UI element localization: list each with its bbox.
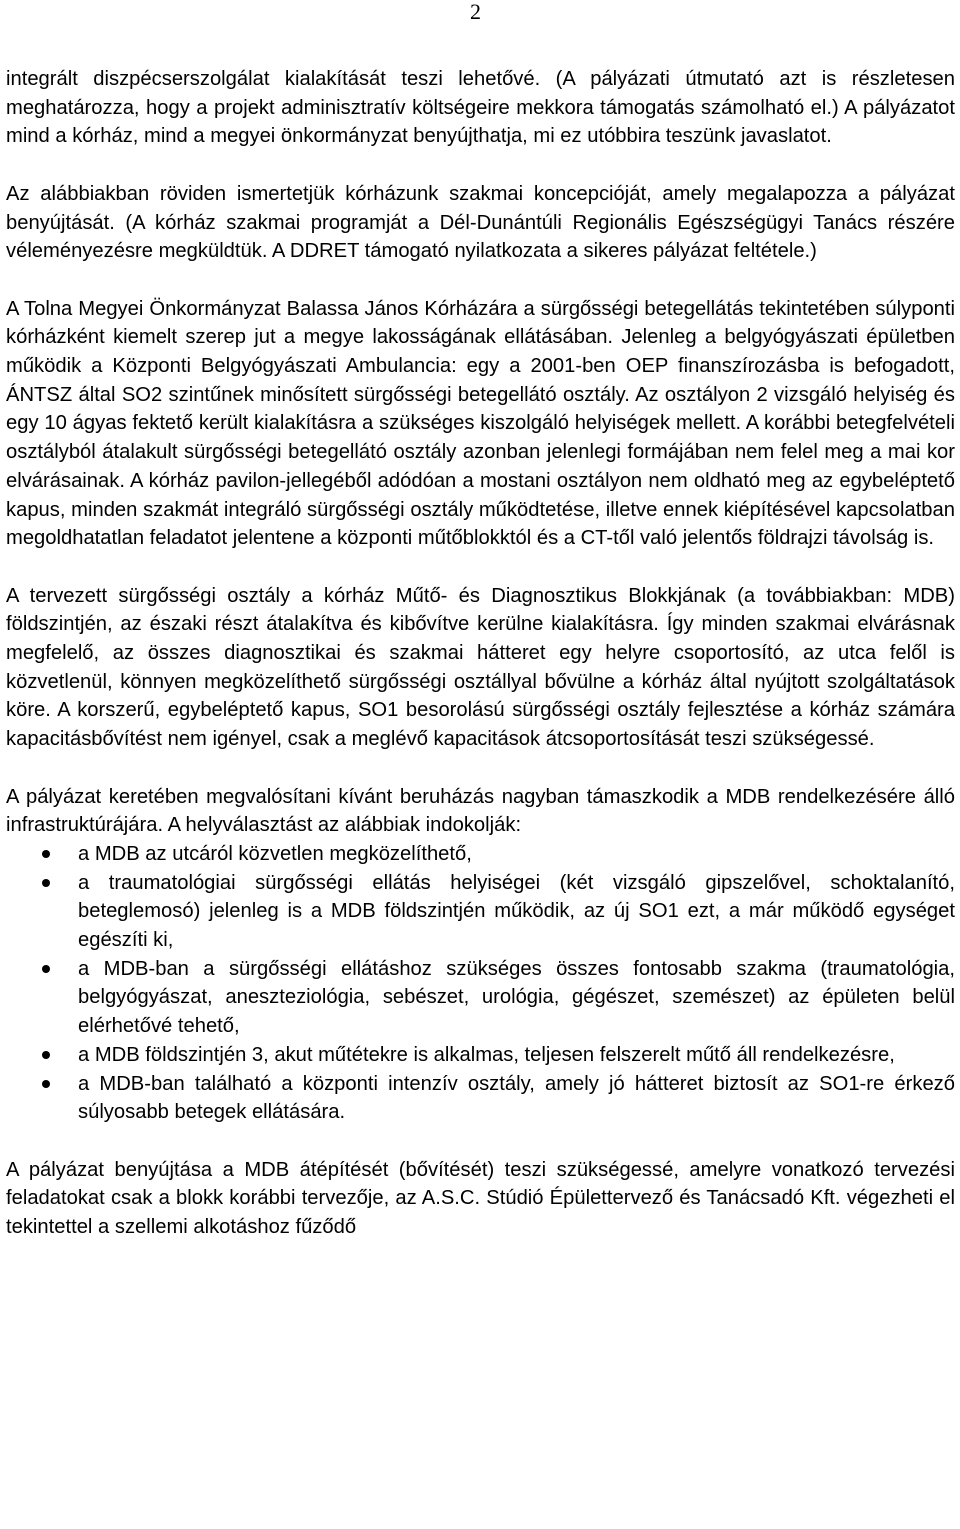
list-item xyxy=(6,1041,955,1070)
page-number: 2 xyxy=(470,0,481,24)
paragraph-5: A pályázat keretében megvalósítani kívánt beruházás nagyban támaszkodik a MDB rendelkezésére álló infrastruktúrájára. A helyválasztást az alábbiak indokolják: xyxy=(6,785,955,837)
list-item-text: a MDB az utcáról közvetlen megközelíthető, xyxy=(78,842,472,865)
bullet-icon xyxy=(42,1051,50,1059)
list-item-text: a MDB-ban található a központi intenzív osztály, amely jó hátteret biztosít az SO1-re érkező súlyosabb betegek ellátására. xyxy=(78,1072,955,1124)
paragraph-2: Az alábbiakban röviden ismertetjük kórházunk szakmai koncepcióját, amely megalapozza a pályázat benyújtását. (A kórház szakmai programját a Dél-Dunántúli Regionális Egészségügyi Tanács részére véleményezésre megküldtük. A DDRET támogató nyilatkozata a sikeres pályázat feltétele.) xyxy=(6,182,955,263)
list-item xyxy=(6,840,955,869)
list-item xyxy=(6,1070,955,1127)
bullet-icon xyxy=(42,879,50,887)
bullet-list xyxy=(6,840,955,1127)
paragraph-4: A tervezett sürgősségi osztály a kórház Műtő- és Diagnosztikus Blokkjának (a továbbiakban: MDB) földszintjén, az északi részt átalakítva és kibővítve kerülne kialakításra. Így minden szakmai elvárásnak megfelelő, az összes diagnosztikai és szakmai hátteret egy helyre csoportosító, az utca felől is közvetlenül, könnyen megközelíthető sürgősségi osztállyal bővülne a kórház által nyújtott szolgáltatások köre. A korszerű, egybeléptető kapus, SO1 besorolású sürgősségi osztály fejlesztése a kórház számára kapacitásbővítést nem igényel, csak a meglévő kapacitások átcsoportosítását teszi szükségessé. xyxy=(6,584,955,751)
list-item xyxy=(6,955,955,1041)
list-item-text: a traumatológiai sürgősségi ellátás helyiségei (két vizsgáló gipszelővel, schoktalanító, beteglemosó) jelenleg is a MDB földszintjén működik, az új SO1 ezt, a már működő egységet egészíti ki, xyxy=(78,871,955,952)
list-item xyxy=(6,869,955,955)
closing-paragraph: A pályázat benyújtása a MDB átépítését (bővítését) teszi szükségessé, amelyre vonatkozó tervezési feladatokat csak a blokk korábbi tervezője, az A.S.C. Stúdió Épülettervező és Tanácsadó Kft. végezheti el tekintettel a szellemi alkotáshoz fűződő xyxy=(6,1158,955,1239)
bullet-icon xyxy=(42,850,50,858)
paragraph-3: A Tolna Megyei Önkormányzat Balassa János Kórházára a sürgősségi betegellátás tekintetében súlyponti kórházként kiemelt szerep jut a megye lakosságának ellátásában. Jelenleg a belgyógyászati épületben működik a Központi Belgyógyászati Ambulancia: egy a 2001-ben OEP finanszírozásba is befogadott, ÁNTSZ által SO2 szintűnek minősített sürgősségi betegellátó osztály. Az osztályon 2 vizsgáló helyiség és egy 10 ágyas fektető került kialakításra a szükséges kiszolgáló helyiségek mellett. A korábbi betegfelvételi osztályból átalakult sürgősségi betegellátó osztály azonban jelenlegi formájában nem felel meg a mai kor elvárásainak. A kórház pavilon-jellegéből adódóan a mostani osztályon nem oldható meg az egybeléptető kapus, minden szakmát integráló sürgősségi osztály működtetése, illetve ennek kiépítésével kapcsolatban megoldhatatlan feladatot jelentene a központi műtőblokktól és a CT-től való jelentős földrajzi távolság is. xyxy=(6,297,955,550)
paragraph-1: integrált diszpécserszolgálat kialakítását teszi lehetővé. (A pályázati útmutató azt is részletesen meghatározza, hogy a projekt adminisztratív költségeire mekkora támogatás számolható el.) A pályázatot mind a kórház, mind a megyei önkormányzat benyújthatja, mi ez utóbbira teszünk javaslatot. xyxy=(6,68,955,148)
list-item-text: a MDB-ban a sürgősségi ellátáshoz szükséges összes fontosabb szakma (traumatológia, belgyógyászat, aneszteziológia, sebészet, urológia, gégészet, szemészet) az épületen belül elérhetővé tehető, xyxy=(78,957,955,1038)
bullet-icon xyxy=(42,1080,50,1088)
list-item-text: a MDB földszintjén 3, akut műtétekre is alkalmas, teljesen felszerelt műtő áll rendelkezésre, xyxy=(78,1043,895,1066)
bullet-icon xyxy=(42,965,50,973)
document-body xyxy=(6,65,955,1242)
